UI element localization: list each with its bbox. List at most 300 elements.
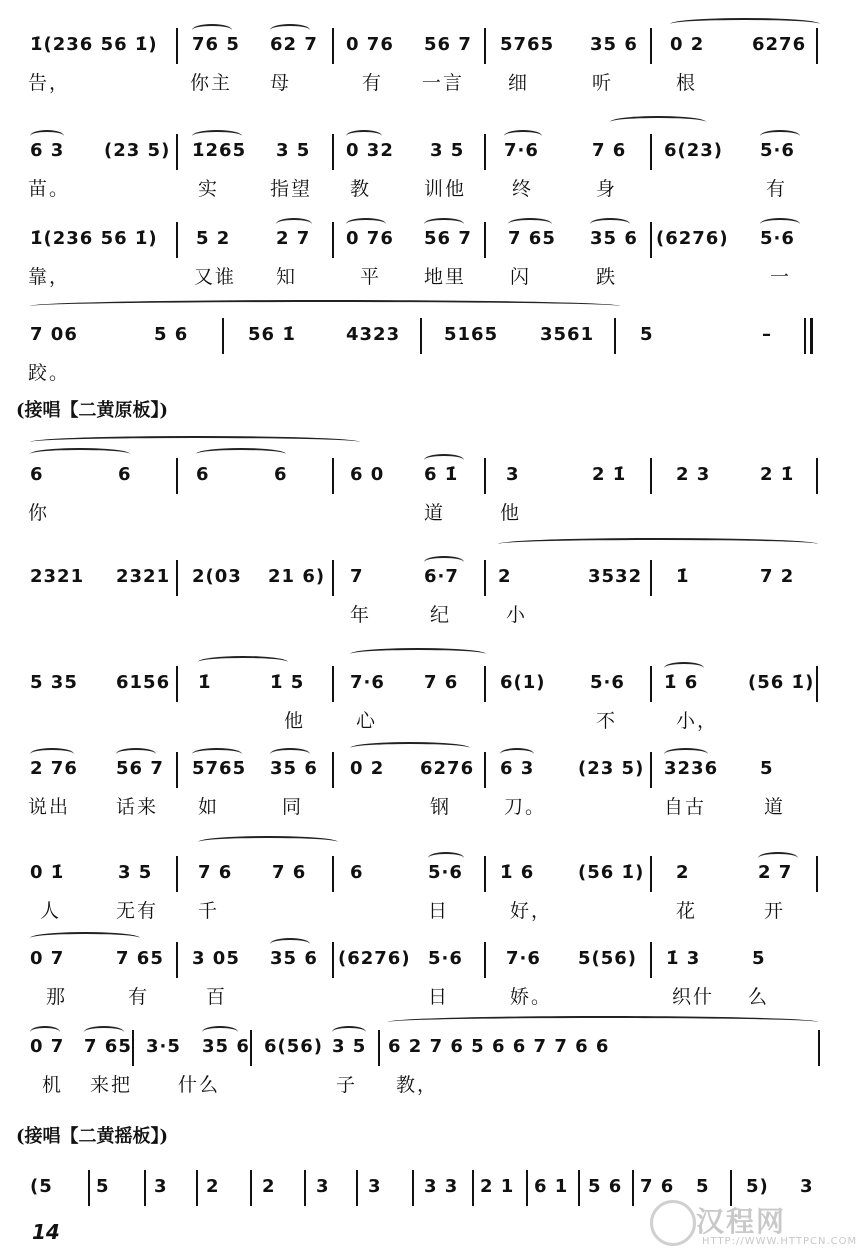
lyric: 小 [506,604,528,626]
note-group: (23 5) [104,140,171,161]
slur [424,454,464,466]
lyric: 日 [428,900,450,922]
note-group: 7 6 [198,862,233,883]
bar-line [176,134,178,170]
note-group: 3236 [664,758,719,779]
note-group: 6276 [752,34,807,55]
lyric: 靠， [28,266,71,288]
lyric: 来把 [90,1074,133,1096]
bar-line [222,318,224,354]
bar-line [650,134,652,170]
note-group: 5·6 [760,228,795,249]
note-group: 2 [676,862,690,883]
slur [610,116,706,128]
note-group: 2 76 [30,758,78,779]
bar-line [650,222,652,258]
lyric: 同 [282,796,304,818]
note-group: 2321 [116,566,171,587]
note-group: 2 [498,566,512,587]
bar-line [176,458,178,494]
bar-line [332,458,334,494]
bar-line [484,752,486,788]
lyric-row [0,262,840,294]
lyric: 说出 [28,796,71,818]
lyric: 好， [510,900,553,922]
bar-line [132,1030,134,1066]
bar-line [176,560,178,596]
note-group: 1̇(236 56 1̇) [30,228,158,249]
lyric: 指望 [270,178,313,200]
bar-line [484,856,486,892]
slur [346,130,382,142]
lyric-row [0,600,840,632]
lyric: 平 [360,266,382,288]
note-group: 0 7 [30,948,65,969]
note-group: 5·6 [760,140,795,161]
bar-line [332,942,334,978]
lyric: 听 [592,72,614,94]
note-group: 3 [800,1176,814,1197]
bar-line [420,318,422,354]
note-group: 3 [316,1176,330,1197]
slur [498,538,818,550]
slur [332,1026,366,1038]
note-group: 3 3 [424,1176,459,1197]
lyric: 实 [198,178,220,200]
slur [760,218,800,230]
note-group: 5 [752,948,766,969]
note-group: 5) [746,1176,769,1197]
lyric: 年 [350,604,372,626]
slur [30,448,130,460]
lyric: 心 [356,710,378,732]
bar-line [650,752,652,788]
note-group: 0 32 [346,140,394,161]
note-group: 2(03 [192,566,242,587]
note-group: (6276) [656,228,729,249]
lyric: 有 [362,72,384,94]
bar-line [484,28,486,64]
slur [500,748,534,760]
slur [84,1026,124,1038]
notation-row [0,458,840,494]
note-group: 6276 [420,758,475,779]
bar-line [650,666,652,702]
bar-line [578,1170,580,1206]
slur [350,648,486,660]
note-group: 6(1) [500,672,546,693]
note-group: 2 1̇ [592,464,627,485]
lyric: 母 [270,72,292,94]
note-group: 7 2 [760,566,795,587]
note-group: 2 3 [676,464,711,485]
note-group: 2 7 [276,228,311,249]
note-group: 0 2 [350,758,385,779]
lyric: 道 [424,502,446,524]
note-group: 56 7 [424,34,472,55]
notation-row [0,856,840,892]
bar-line [332,560,334,596]
slur [30,130,64,142]
note-group: 35 6 [270,948,318,969]
lyric: 花 [676,900,698,922]
notation-row [0,666,840,702]
note-group: 21 6) [268,566,326,587]
bar-line [144,1170,146,1206]
section-heading: (接唱【二黄原板】) [16,400,169,421]
section-heading: (接唱【二黄摇板】) [16,1126,169,1147]
watermark [650,1196,857,1252]
note-group: 5 [760,758,774,779]
notation-row [0,560,840,596]
lyric: 终 [512,178,534,200]
lyric: 什么 [178,1074,221,1096]
note-group: 5 6 [154,324,189,345]
note-group: 7 6 [272,862,307,883]
lyric-row [0,498,840,530]
bar-line [88,1170,90,1206]
note-group: 6 1̇ [424,464,459,485]
note-group: 1̇ 6 [500,862,535,883]
lyric: 告， [28,72,71,94]
note-group: (5 [30,1176,53,1197]
note-group: 3 [368,1176,382,1197]
note-group: 7 65 [116,948,164,969]
slur [350,742,470,754]
note-group: 5165 [444,324,499,345]
watermark-text: 汉程网 [696,1205,787,1238]
slur [270,748,310,760]
bar-line [816,28,818,64]
slur [590,218,630,230]
bar-line [614,318,616,354]
notation-row [0,1030,840,1066]
lyric: 不 [596,710,618,732]
lyric-row [0,358,840,390]
note-group: 56 1̇ [248,324,296,345]
lyric: 子 [336,1074,358,1096]
bar-line [332,134,334,170]
lyric: 如 [198,796,220,818]
note-group: 1̇265 [192,140,247,161]
notation-row [0,134,840,170]
bar-line [176,28,178,64]
watermark-logo-icon [650,1200,696,1246]
slur [664,662,704,674]
bar-line [412,1170,414,1206]
note-group: 56 7 [424,228,472,249]
slur [30,1026,60,1038]
slur [670,18,820,30]
lyric: 根 [676,72,698,94]
bar-line [378,1030,380,1066]
bar-line [176,942,178,978]
slur [192,748,242,760]
note-group: 6 [196,464,210,485]
slur [192,24,232,36]
note-group: 2321 [30,566,85,587]
lyric: 话来 [116,796,159,818]
lyric: 百 [206,986,228,1008]
bar-line [196,1170,198,1206]
slur [198,656,288,668]
lyric: 苗。 [28,178,71,200]
watermark-url: HTTP://WWW.HTTPCN.COM [702,1236,857,1247]
slur [270,938,310,950]
slur [202,1026,238,1038]
lyric: 日 [428,986,450,1008]
bar-line [650,458,652,494]
note-group: 1̇ 6 [664,672,699,693]
note-group: 35 6 [270,758,318,779]
note-group: 1̇ 5 [270,672,305,693]
lyric: 一 [770,266,792,288]
lyric: 娇。 [510,986,553,1008]
note-group: 6 [118,464,132,485]
note-group: 6(56) [264,1036,324,1057]
note-group: 5(56) [578,948,638,969]
note-group: 5765 [500,34,555,55]
note-group: 5 2 [196,228,231,249]
bar-line [472,1170,474,1206]
note-group: 7·6 [506,948,541,969]
slur [758,852,798,864]
lyric: 有 [766,178,788,200]
bar-line [250,1030,252,1066]
note-group: 6 1 [534,1176,569,1197]
lyric: 人 [40,900,62,922]
lyric: 钢 [430,796,452,818]
note-group: 3 5 [332,1036,367,1057]
lyric-row [0,174,840,206]
note-group: 5 35 [30,672,78,693]
bar-line [332,222,334,258]
notation-row [0,318,840,354]
note-group: 1̇ [198,672,212,693]
lyric: 那 [46,986,68,1008]
lyric: 训他 [424,178,467,200]
bar-line [176,856,178,892]
note-group: 56 7 [116,758,164,779]
lyric: 他 [500,502,522,524]
note-group: (56 1̇) [748,672,815,693]
bar-line [484,666,486,702]
bar-line [176,666,178,702]
slur [30,436,360,448]
bar-line [816,856,818,892]
lyric: 机 [42,1074,64,1096]
slur [346,218,386,230]
note-group: 6 [30,464,44,485]
note-group: 6 2 7 6 5 6 6 7 7 6 6 [388,1036,610,1057]
note-group: 3 [154,1176,168,1197]
lyric: 无有 [116,900,159,922]
lyric: 一言 [422,72,465,94]
final-bar-line [804,318,806,354]
slur [424,556,464,568]
note-group: (6276) [338,948,411,969]
note-group: 1̇(236 56 1̇) [30,34,158,55]
note-group: 0 76 [346,228,394,249]
lyric-row [0,982,840,1014]
bar-line [650,942,652,978]
lyric: 自古 [664,796,707,818]
note-group: 3561 [540,324,595,345]
lyric: 又谁 [194,266,237,288]
slur [664,748,708,760]
bar-line [816,458,818,494]
slur [198,836,338,848]
bar-line [250,1170,252,1206]
notation-row [0,28,840,64]
note-group: 3 5 [118,862,153,883]
note-group: 5·6 [590,672,625,693]
note-group: (56 1̇) [578,862,645,883]
page-number: 14 [32,1220,60,1244]
note-group: 1̇ [676,566,690,587]
note-group: 6156 [116,672,171,693]
lyric-row [0,896,840,928]
note-group: 7 [350,566,364,587]
note-group: 62 7 [270,34,318,55]
lyric-row [0,68,840,100]
bar-line [484,560,486,596]
note-group: 35 6 [590,34,638,55]
bar-line [650,560,652,596]
note-group: 7 65 [508,228,556,249]
lyric: 跌 [596,266,618,288]
note-group: 2 7 [758,862,793,883]
slur [508,218,552,230]
lyric-row [0,792,840,824]
note-group: 3532 [588,566,643,587]
lyric: 地里 [424,266,467,288]
note-group: 6 3 [500,758,535,779]
note-group: 5 6 [588,1176,623,1197]
slur [30,748,74,760]
note-group: 5 [640,324,654,345]
note-group: 6·7 [424,566,459,587]
lyric: 闪 [510,266,532,288]
bar-line [332,752,334,788]
notation-row [0,752,840,788]
note-group: – [762,324,772,345]
note-group: 7 65 [84,1036,132,1057]
note-group: 2 1̇ [760,464,795,485]
bar-line [484,942,486,978]
slur [388,1016,818,1028]
lyric: 刀。 [504,796,547,818]
note-group: 3 5 [430,140,465,161]
note-group: 7 06 [30,324,78,345]
note-group: 3·5 [146,1036,181,1057]
slur [760,130,800,142]
bar-line [332,856,334,892]
lyric: 身 [596,178,618,200]
note-group: 4323 [346,324,401,345]
note-group: 5 [696,1176,710,1197]
note-group: 6 3 [30,140,65,161]
lyric: 开 [764,900,786,922]
bar-line [526,1170,528,1206]
bar-line [816,666,818,702]
slur [428,852,464,864]
note-group: 6 [274,464,288,485]
bar-line [484,458,486,494]
lyric: 你 [28,502,50,524]
note-group: 7 6 [640,1176,675,1197]
bar-line [304,1170,306,1206]
note-group: 6(23) [664,140,724,161]
slur [196,448,286,460]
bar-line [176,752,178,788]
note-group: 7·6 [504,140,539,161]
slur [270,24,310,36]
slur [116,748,156,760]
notation-row [0,222,840,258]
note-group: 7 6 [424,672,459,693]
lyric: 教， [396,1074,439,1096]
bar-line [356,1170,358,1206]
note-group: 0 7 [30,1036,65,1057]
bar-line [484,222,486,258]
lyric: 小， [676,710,719,732]
note-group: 5·6 [428,862,463,883]
note-group: 0 1̇ [30,862,65,883]
lyric: 织什 [672,986,715,1008]
lyric-row [0,706,840,738]
bar-line [332,28,334,64]
bar-line [650,28,652,64]
note-group: 1̇ 3 [666,948,701,969]
slur [30,300,620,312]
note-group: 7 6 [592,140,627,161]
lyric: 么 [748,986,770,1008]
bar-line [818,1030,820,1066]
note-group: 2 1 [480,1176,515,1197]
notation-row [0,942,840,978]
note-group: 0 2 [670,34,705,55]
bar-line [484,134,486,170]
note-group: 2 [262,1176,276,1197]
lyric: 纪 [430,604,452,626]
note-group: 35 6 [202,1036,250,1057]
lyric-row [0,1070,840,1102]
slur [30,932,140,944]
note-group: 5·6 [428,948,463,969]
note-group: (23 5) [578,758,645,779]
bar-line [632,1170,634,1206]
slur [504,130,542,142]
lyric: 细 [508,72,530,94]
note-group: 0 76 [346,34,394,55]
slur [276,218,312,230]
note-group: 2 [206,1176,220,1197]
lyric: 千 [198,900,220,922]
note-group: 35 6 [590,228,638,249]
note-group: 3 05 [192,948,240,969]
note-group: 76 5 [192,34,240,55]
bar-line [176,222,178,258]
bar-line [332,666,334,702]
note-group: 6 0 [350,464,385,485]
slur [424,218,464,230]
note-group: 5 [96,1176,110,1197]
lyric: 有 [128,986,150,1008]
note-group: 6 [350,862,364,883]
note-group: 3 [506,464,520,485]
lyric: 教 [350,178,372,200]
